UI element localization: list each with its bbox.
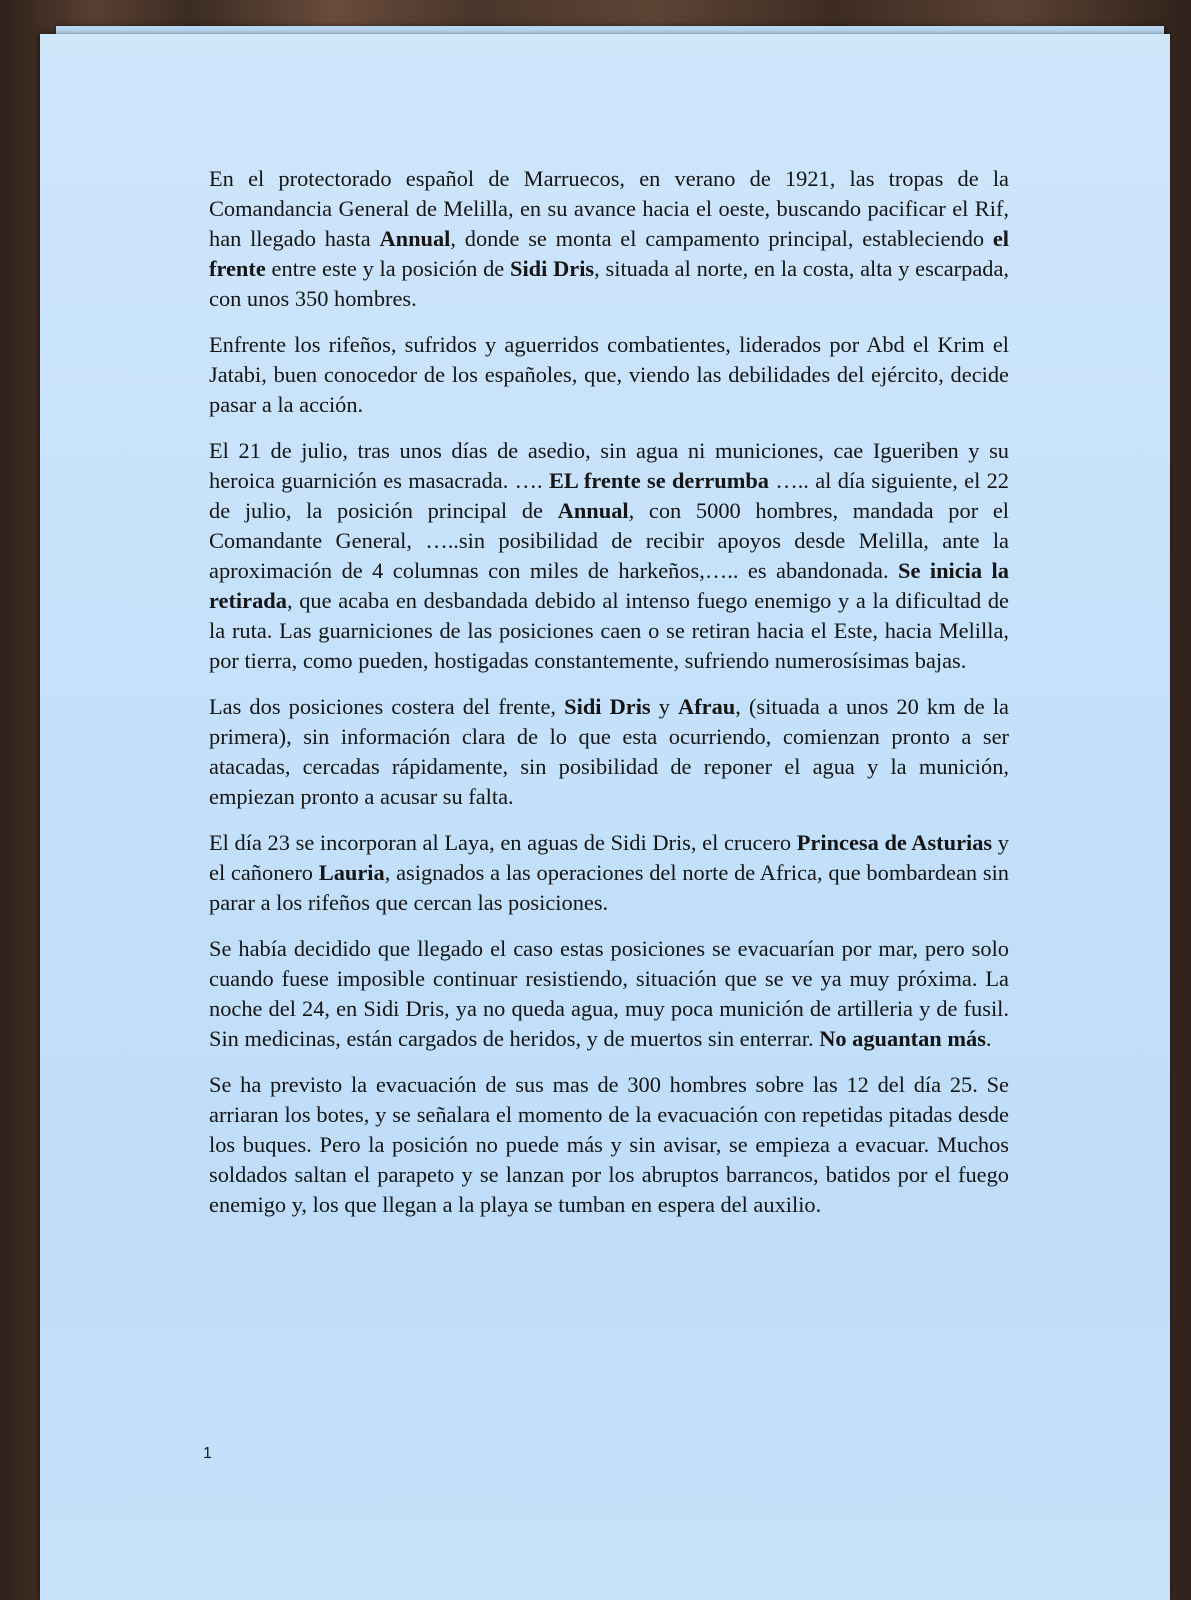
bold-text-run: EL frente se derrumba (548, 468, 769, 493)
bold-text-run: Afrau (678, 694, 736, 719)
text-run: ….. al día siguiente, el 22 de julio, la posición principal de (209, 468, 1010, 523)
paragraph-2 (209, 330, 1009, 420)
bold-text-run: No aguantan más (819, 1026, 986, 1051)
text-run: , (situada a unos 20 km de la primera), sin información clara de lo que esta ocurriendo, comienzan pronto a ser atacadas, cercadas rápidamente, sin posibilidad de reponer el agua y la munición, empiezan pronto a acusar su falta. (209, 694, 1009, 809)
bold-text-run: Se inicia la retirada (209, 558, 1009, 613)
page-number: 1 (203, 1445, 212, 1462)
text-run: En el protectorado español de Marruecos, en verano de 1921, las tropas de la Comandancia General de Melilla, en su avance hacia el oeste, buscando pacificar el Rif, han llegado hasta (209, 166, 1009, 251)
bold-text-run: el frente (209, 226, 1009, 281)
text-run: Enfrente los rifeños, sufridos y aguerridos combatientes, liderados por Abd el Krim el Jatabi, buen conocedor de los españoles, que, viendo las debilidades del ejército, decide pasar a la acción. (209, 332, 1009, 417)
paragraph-3 (209, 436, 1009, 676)
text-run: entre este y la posición de (265, 256, 510, 281)
paragraph-5 (209, 828, 1009, 918)
bold-text-run: Lauria (318, 860, 385, 885)
text-run: , situada al norte, en la costa, alta y escarpada, con unos 350 hombres. (209, 256, 1009, 311)
text-run: y el cañonero (209, 830, 1009, 885)
bold-text-run: Annual (557, 498, 629, 523)
document-body (209, 164, 1009, 1236)
paragraph-7 (209, 1070, 1009, 1220)
text-run: . (985, 1026, 992, 1051)
text-run: Las dos posiciones costera del frente, (209, 694, 565, 719)
paragraph-1 (209, 164, 1009, 314)
paragraph-4 (209, 692, 1009, 812)
text-run: , que acaba en desbandada debido al intenso fuego enemigo y a la dificultad de la ruta. Las guarniciones de las posiciones caen o se retiran hacia el Este, hacia Melilla, por tierra, como pueden, hostigadas constantemente, sufriendo numerosísimas bajas. (209, 588, 1009, 673)
text-run: y (650, 694, 679, 719)
bold-text-run: Sidi Dris (564, 694, 651, 719)
bold-text-run: Annual (379, 226, 451, 251)
text-run: , donde se monta el campamento principal, estableciendo (450, 226, 993, 251)
bold-text-run: Sidi Dris (510, 256, 595, 281)
text-run: Se ha previsto la evacuación de sus mas de 300 hombres sobre las 12 del día 25. Se arriaran los botes, y se señalara el momento de la evacuación con repetidas pitadas desde los buques. Pero la posición no puede más y sin avisar, se empieza a evacuar. Muchos soldados saltan el parapeto y se lanzan por los abruptos barrancos, batidos por el fuego enemigo y, los que llegan a la playa se tumban en espera del auxilio. (209, 1072, 1009, 1217)
text-run: , asignados a las operaciones del norte de Africa, que bombardean sin parar a los rifeños que cercan las posiciones. (209, 860, 1010, 915)
text-run: , con 5000 hombres, mandada por el Comandante General, …..sin posibilidad de recibir apoyos desde Melilla, ante la aproximación de 4 columnas con miles de harkeños,….. es abandonada. (209, 498, 1009, 583)
text-run: Se había decidido que llegado el caso estas posiciones se evacuarían por mar, pero solo cuando fuese imposible continuar resistiendo, situación que se ve ya muy próxima. La noche del 24, en Sidi Dris, ya no queda agua, muy poca munición de artilleria y de fusil. Sin medicinas, están cargados de heridos, y de muertos sin enterrar. (209, 936, 1009, 1051)
text-run: El día 23 se incorporan al Laya, en aguas de Sidi Dris, el crucero (209, 830, 797, 855)
bold-text-run: Princesa de Asturias (796, 830, 993, 855)
paragraph-6 (209, 934, 1009, 1054)
text-run: El 21 de julio, tras unos días de asedio, sin agua ni municiones, cae Igueriben y su heroica guarnición es masacrada. …. (209, 438, 1009, 493)
